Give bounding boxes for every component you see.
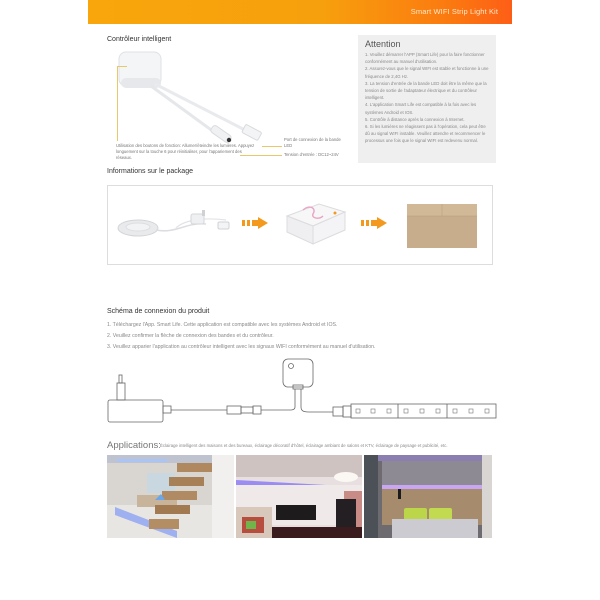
photo-living-room-tv-wall [236, 455, 362, 538]
page-header-banner [88, 0, 512, 24]
connection-steps [107, 320, 487, 353]
package-contents-panel [107, 185, 493, 265]
port-caption: Port de connexion de la bande LED [284, 137, 341, 148]
connection-diagram [105, 355, 500, 430]
attention-item: 6. Si les lumières ne réagissent pas à l'opération, cela peut être dû au signal WIFI instable. Veuillez attendre et recommencer le processus une fois que le signal WIFI est redevenu normal. [365, 124, 486, 144]
photo-bedroom-headboard [364, 455, 492, 538]
leader-line [117, 66, 127, 67]
applications-label: Applications: [107, 440, 161, 451]
connection-step: 3. Veuillez apparier l'application au contrôleur intelligent avec les signaux WIFI conformément au manuel d'utilisation. [107, 344, 376, 350]
attention-box [358, 35, 496, 163]
connection-section-title: Schéma de connexion du produit [107, 308, 210, 315]
attention-item: 4. L'application Smart Life est compatible à la fois avec les systèmes Android et IOS. [365, 102, 477, 115]
attention-item: 3. La tension d'entrée de la bande LED doit être la même que la tension de sortie de l'adaptateur électrique et du contrôleur intelligent. [365, 80, 487, 101]
arrow-right-icon [242, 217, 268, 229]
shipping-carton-image [405, 200, 480, 250]
attention-item: 5. Contrôle à distance après la connexion à Internet. [365, 116, 465, 122]
package-section-title: Informations sur le package [107, 168, 193, 175]
voltage-caption: Tension d'entrée : DC12~24V [284, 152, 339, 157]
leader-line [262, 146, 282, 147]
controller-section-title: Contrôleur intelligent [107, 36, 172, 43]
arrow-right-icon [361, 217, 387, 229]
connection-step: 1. Téléchargez l'App. Smart Life. Cette application est compatible avec les systèmes Android et IOS. [107, 322, 338, 328]
smart-controller-image [115, 48, 295, 158]
buttons-caption: Utilisation des boutons de fonction: Allumer/éteindre les lumières. Appuyez longuement sur la touche 6 pour réinitialiser, pour l'appariement des réseaux. [116, 143, 255, 160]
photo-living-room-staircase [107, 455, 234, 538]
leader-line [117, 66, 118, 141]
attention-item: 1. Veuillez démarrer l'APP (Smart Life) pour la faire fonctionner conformément au manuel d'utilisation. [365, 52, 485, 65]
attention-item: 2. Assurez-vous que le signal WIFI est stable et fonctionne à une fréquence de 2,4G Hz. [365, 66, 489, 79]
retail-box-image [283, 198, 348, 248]
connection-step: 2. Veuillez confirmer la flèche de connexion des bandes et du contrôleur. [107, 333, 274, 339]
led-strip-kit-image [116, 208, 236, 243]
page-title: Smart WIFI Strip Light Kit [410, 7, 498, 16]
attention-title: Attention [365, 39, 401, 49]
applications-text: Éclairage intelligent des maisons et des bureaux, éclairage décoratif d'hôtel, éclairage ambiant de salons et KTV, éclairage de paysage et publicité, etc. [160, 443, 448, 448]
